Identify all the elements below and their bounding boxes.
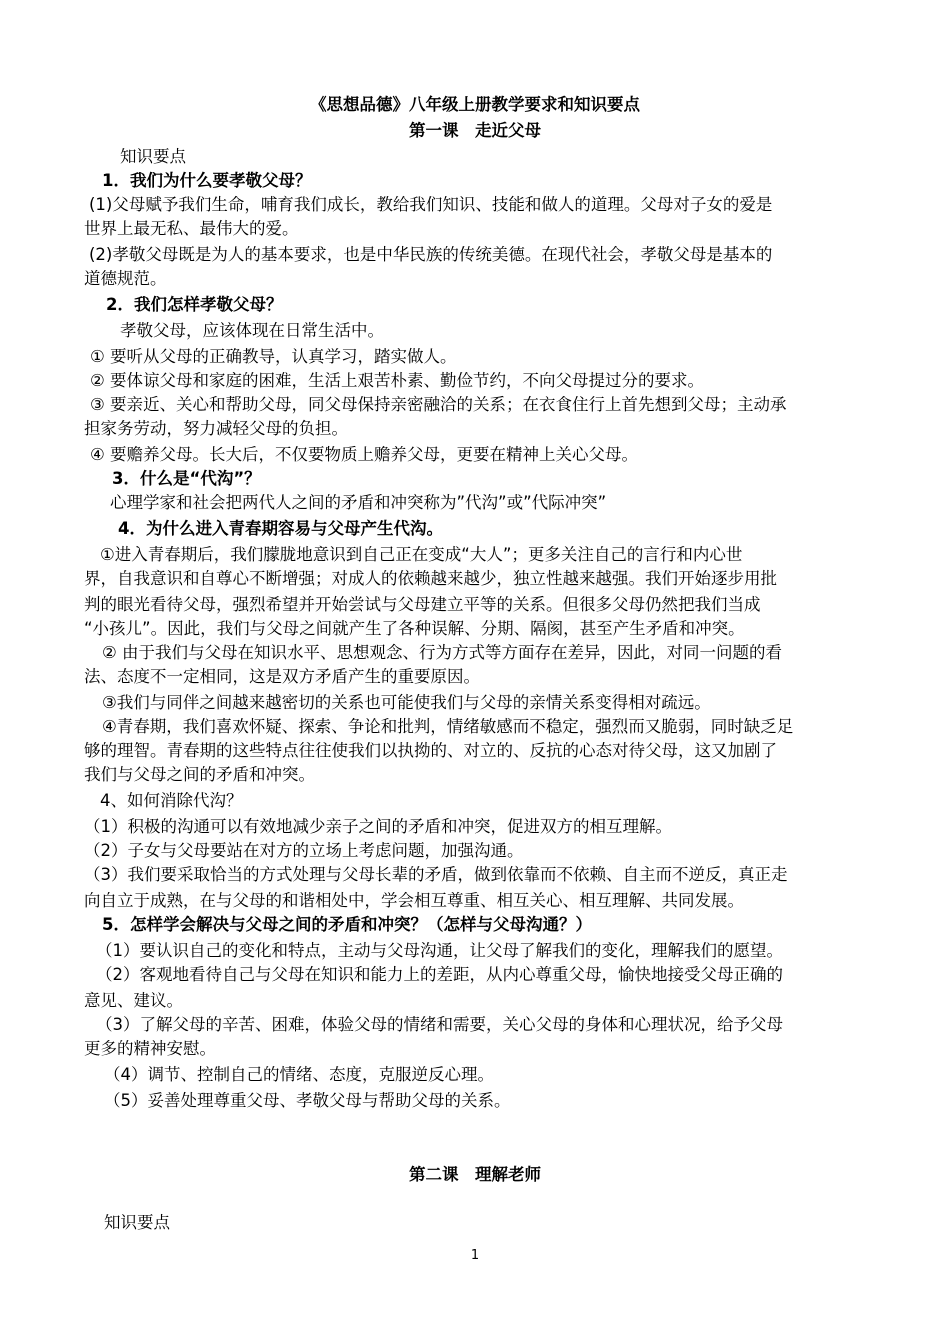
q2-item-2: ② 要体谅父母和家庭的困难，生活上艰苦朴素、勤俭节约，不向父母提过分的要求。	[90, 371, 705, 390]
q1-answer-1-line1: (1)父母赋予我们生命，哺育我们成长，教给我们知识、技能和做人的道理。父母对子女的爱是	[89, 195, 773, 214]
q4-item-4-line3: 我们与父母之间的矛盾和冲突。	[84, 765, 315, 784]
q1-answer-2-line1: (2)孝敬父母既是为人的基本要求，也是中华民族的传统美德。在现代社会，孝敬父母是基本的	[89, 245, 773, 264]
q1-answer-1-line2: 世界上最无私、最伟大的爱。	[84, 219, 299, 238]
q3-answer: 心理学家和社会把两代人之间的矛盾和冲突称为”代沟”或”代际冲突”	[110, 493, 607, 512]
q4b-item-3-line2: 向自立于成熟，在与父母的和谐相处中，学会相互尊重、相互关心、相互理解、共同发展。	[84, 891, 744, 910]
q5-item-2-line1: （2）客观地看待自己与父母在知识和能力上的差距，从内心尊重父母，愉快地接受父母正确的	[96, 965, 783, 984]
q4-item-3: ③我们与同伴之间越来越密切的关系也可能使我们与父母的亲情关系变得相对疏远。	[102, 693, 711, 712]
q5-item-1: （1）要认识自己的变化和特点，主动与父母沟通，让父母了解我们的变化，理解我们的愿望。	[96, 941, 783, 960]
lesson1-knowledge-label: 知识要点	[120, 147, 186, 166]
q5-item-4: （4）调节、控制自己的情绪、态度，克服逆反心理。	[104, 1065, 494, 1084]
q4-item-2-line1: ② 由于我们与父母在知识水平、思想观念、行为方式等方面存在差异，因此，对同一问题的看	[102, 643, 783, 662]
q1-answer-2-line2: 道德规范。	[84, 269, 167, 288]
q4b-heading: 4、如何消除代沟？	[100, 791, 243, 810]
q4-item-1-line2: 界，自我意识和自尊心不断增强；对成人的依赖越来越少，独立性越来越强。我们开始逐步用批	[84, 569, 777, 588]
q4b-item-3-line1: （3）我们要采取恰当的方式处理与父母长辈的矛盾，做到依靠而不依赖、自主而不逆反，真正走	[84, 865, 788, 884]
document-title: 《思想品德》八年级上册教学要求和知识要点	[310, 95, 640, 114]
q2-item-3-line1: ③ 要亲近、关心和帮助父母，同父母保持亲密融洽的关系；在衣食住行上首先想到父母；主动承	[90, 395, 787, 414]
lesson1-heading: 第一课 走近父母	[409, 121, 541, 140]
q4b-item-2: （2）子女与父母要站在对方的立场上考虑问题，加强沟通。	[84, 841, 524, 860]
q5-item-3-line1: （3）了解父母的辛苦、困难，体验父母的情绪和需要，关心父母的身体和心理状况，给予父母	[96, 1015, 783, 1034]
q5-item-2-line2: 意见、建议。	[84, 991, 183, 1010]
q4b-item-1: （1）积极的沟通可以有效地减少亲子之间的矛盾和冲突，促进双方的相互理解。	[84, 817, 672, 836]
q5-heading: 5．怎样学会解决与父母之间的矛盾和冲突？（怎样与父母沟通？）	[102, 915, 592, 934]
q2-item-4: ④ 要赡养父母。长大后，不仅要物质上赡养父母，更要在精神上关心父母。	[90, 445, 639, 464]
page-number: 1	[470, 1248, 480, 1263]
q5-item-3-line2: 更多的精神安慰。	[84, 1039, 216, 1058]
q2-intro: 孝敬父母，应该体现在日常生活中。	[120, 321, 384, 340]
q4-heading: 4．为什么进入青春期容易与父母产生代沟。	[118, 519, 443, 538]
q4-item-1-line4: “小孩儿”。因此，我们与父母之间就产生了各种误解、分期、隔阂，甚至产生矛盾和冲突。	[84, 619, 745, 638]
q3-heading: 3．什么是“代沟”？	[112, 469, 261, 488]
q4-item-1-line1: ①进入青春期后，我们朦胧地意识到自己正在变成“大人”；更多关注自己的言行和内心世	[100, 545, 743, 564]
q2-item-1: ① 要听从父母的正确教导，认真学习，踏实做人。	[90, 347, 457, 366]
q4-item-1-line3: 判的眼光看待父母，强烈希望并开始尝试与父母建立平等的关系。但很多父母仍然把我们当成	[84, 595, 761, 614]
q2-heading: 2．我们怎样孝敬父母？	[106, 295, 283, 314]
q4-item-2-line2: 法、态度不一定相同，这是双方矛盾产生的重要原因。	[84, 667, 480, 686]
lesson2-knowledge-label: 知识要点	[104, 1213, 170, 1232]
q4-item-4-line2: 够的理智。青春期的这些特点往往使我们以执拗的、对立的、反抗的心态对待父母，这又加剧了	[84, 741, 777, 760]
q1-heading: 1．我们为什么要孝敬父母？	[102, 171, 312, 190]
q5-item-5: （5）妥善处理尊重父母、孝敬父母与帮助父母的关系。	[104, 1091, 511, 1110]
q4-item-4-line1: ④青春期，我们喜欢怀疑、探索、争论和批判，情绪敏感而不稳定，强烈而又脆弱，同时缺乏足	[102, 717, 794, 736]
lesson2-heading: 第二课 理解老师	[409, 1165, 541, 1184]
q2-item-3-line2: 担家务劳动，努力减轻父母的负担。	[84, 419, 348, 438]
